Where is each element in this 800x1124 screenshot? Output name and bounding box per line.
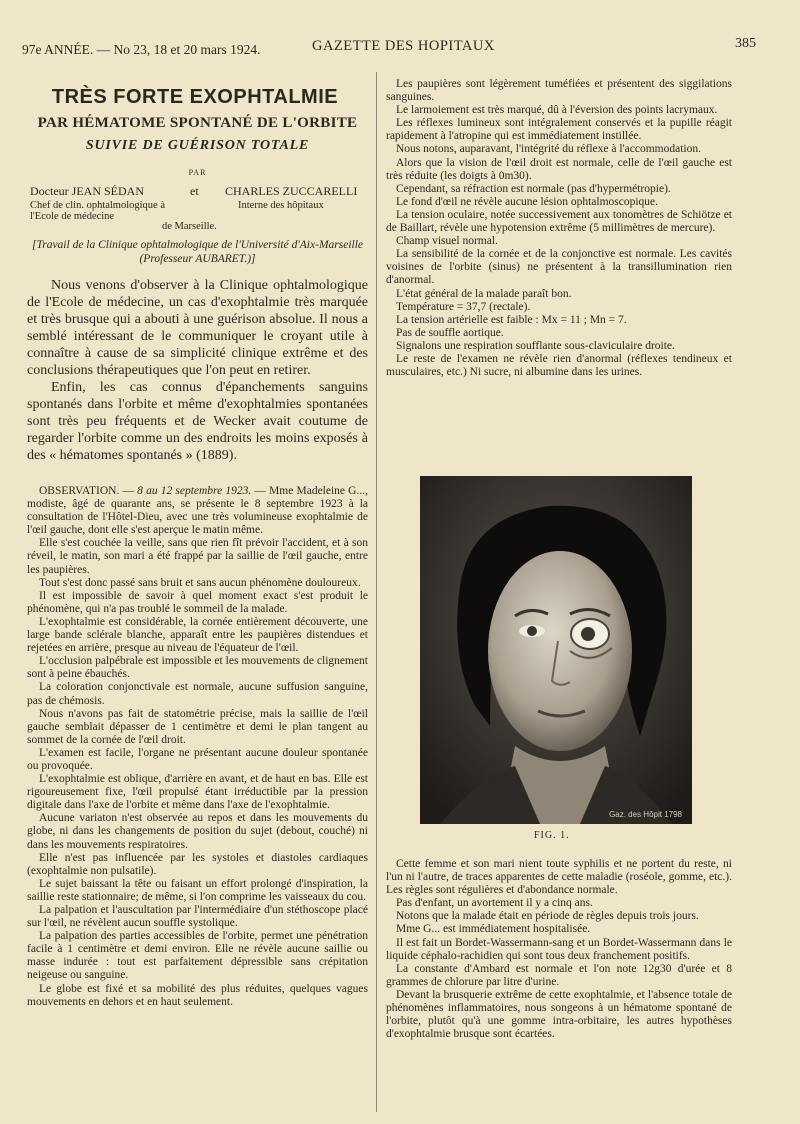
history-text [386,858,732,1041]
exam-paragraph: Champ visuel normal. [396,235,498,248]
exam-text [386,78,732,379]
author-conjunction: et [190,184,199,198]
observation-text [27,485,368,1009]
page-number: 385 [735,36,756,51]
journal-title: GAZETTE DES HOPITAUX [312,38,495,54]
exam-paragraph: L'état général de la malade paraît bon. [396,287,572,300]
exam-paragraph: Le fond d'œil ne révèle aucune lésion ophtalmoscopique. [396,195,659,208]
patient-photograph [420,476,692,824]
observation-paragraph: Il est impossible de savoir à quel moment exact s'est produit le phénomène, qui n'a pas troublé le sommeil de la malade. [27,589,368,615]
intro-text [27,277,368,464]
history-paragraph: La constante d'Ambard est normale et l'on note 12g30 d'urée et 8 grammes de chlorure par litre d'urine. [386,962,732,988]
exam-paragraph: Pas de souffle aortique. [396,326,504,339]
exam-paragraph: Nous notons, auparavant, l'intégrité du réflexe à l'accommodation. [396,143,701,156]
article-subtitle: PAR HÉMATOME SPONTANÉ DE L'ORBITE [37,115,358,131]
observation-paragraph: Le globe est fixé et sa mobilité des plus réduites, quelques vagues mouvements en dehors et en haut seulement. [27,982,368,1008]
figure-caption: FIG. 1. [534,830,570,841]
observation-paragraph: Elle s'est couchée la veille, sans que rien fît prévoir l'accident, et à son réveil, le matin, son mari a été frappé par la saillie de l'œil gauche, entre les paupières. [27,537,368,576]
exam-paragraph: Température = 37,7 (rectale). [396,300,531,313]
intro-paragraph: Enfin, les cas connus d'épanchements sanguins spontanés dans l'orbite et même d'exophtalmies spontanées sont très peu fréquents et de Wecker avait coutume de regarder l'orbite comme un des endroits les moins exposés à des « hématomes spontanés » (1889). [27,380,368,463]
observation-paragraph: La palpation et l'auscultation par l'intermédiaire d'un stéthoscope placé sur l'œil, ne révèlent aucun souffle systolique. [27,904,368,930]
article-subtitle-2: SUIVIE DE GUÉRISON TOTALE [85,138,310,153]
exam-paragraph: Le reste de l'examen ne révèle rien d'anormal (réflexes tendineux et musculaires, etc.) Ni sucre, ni albumine dans les urines. [386,352,732,379]
observation-paragraph: L'examen est facile, l'organe ne présentant aucune douleur spontanée ou provoquée. [27,746,368,772]
observation-paragraph: La coloration conjonctivale est normale, aucune suffusion sanguine, pas de chémosis. [27,681,368,707]
observation-paragraph: L'exophtalmie est considérable, la cornée entièrement découverte, une large bande sclérale blanche, apparaît entre les paupières distendues et rejetées en arrière, presque au niveau de l'équateur de l'œil. [27,615,368,655]
observation-paragraph: La palpation des parties accessibles de l'orbite, permet une pénétration facile à 1 centimètre et demi environ. Elle ne révèle aucune saillie ou masse indurée : tout est parfaitement dépressible sans crépitation neigeuse ou sanguine. [27,930,368,982]
exam-paragraph: Signalons une respiration soufflante sous-claviculaire droite. [396,339,675,352]
history-paragraph: Cette femme et son mari nient toute syphilis et ne portent du reste, ni l'un ni l'autre, de traces apparentes de cette maladie (roséole, gomme, etc.). Les règles sont régulières et d'abondance normale. [386,858,732,897]
author-2: CHARLES ZUCCARELLI [225,184,358,198]
intro-paragraph: Nous venons d'observer à la Clinique ophtalmologique de l'Ecole de médecine, un cas d'exophtalmie très marquée et très brusque qui a abouti à une guérison absolue. Il nous a semblé intéressant de le communiquer le croyant utile à connaître à cause de sa simplicité clinique extrême et des conclusions thérapeutiques que l'on peut en retirer. [27,278,368,378]
column-divider [376,72,377,1112]
observation-label: OBSERVATION. [39,485,120,497]
observation-paragraph: Elle n'est pas influencée par les systoles et diastoles cardiaques (exophtalmie non pulsatile). [27,851,368,877]
exam-paragraph: Alors que la vision de l'œil droit est normale, celle de l'œil gauche est très réduite (les doigts à 0m30). [386,156,732,182]
observation-paragraph: L'occlusion palpébrale est impossible et les mouvements de clignement sont à peine ébauchés. [27,655,368,681]
author-1-affiliation: Chef de clin. ophtalmologique à l'Ecole de médecine [30,200,166,222]
exam-paragraph: La sensibilité de la cornée et de la conjonctive est normale. Les cavités voisines de l'orbite (sinus) ne présentent à la transillumination rien d'anormal. [386,248,732,287]
portrait-illustration [420,476,692,824]
exam-paragraph: Le larmoiement est très marqué, dû à l'éversion des points lacrymaux. [396,104,718,117]
history-paragraph: Pas d'enfant, un avortement il y a cinq ans. [396,897,593,910]
author-1: Docteur JEAN SÉDAN [30,184,144,198]
exam-paragraph: Les paupières sont légèrement tuméfiées et présentent des siggilations sanguines. [386,78,732,104]
article-title: TRÈS FORTE EXOPHTALMIE [51,86,339,108]
author-2-affiliation: Interne des hôpitaux [238,200,324,211]
observation-date: 8 au 12 septembre 1923. [137,485,252,497]
history-paragraph: Il est fait un Bordet-Wassermann-sang et un Bordet-Wassermann dans le liquide céphalo-rachidien qui sont tous deux franchement positifs. [386,936,732,962]
page-header [22,38,760,58]
observation-paragraph: Aucune variaton n'est observée au repos et dans les mouvements du globe, ni dans les changements de position du sujet (debout, couché) ni dans les mouvements respiratoires. [27,812,368,851]
exam-paragraph: La tension oculaire, notée successivement aux tonomètres de Schiötze et de Baillart, révèle une hypotension extrême (5 millimètres de mercure). [386,208,732,235]
figure-credit: Gaz. des Hôpit 1798 [609,810,682,819]
issue-info: 97e ANNÉE. — No 23, 18 et 20 mars 1924. [22,42,261,57]
exam-paragraph: Cependant, sa réfraction est normale (pas d'hypermétropie). [396,182,671,195]
history-paragraph: Mme G... est immédiatement hospitalisée. [396,923,591,936]
observation-paragraph: L'exophtalmie est oblique, d'arrière en avant, et de haut en bas. Elle est rigoureusement fixe, l'œil propulsé étant irréductible par la pression digitale dans l'axe de l'orbite et même dans l'axe de l'exophtalmie. [27,773,368,812]
institution-note: [Travail de la Clinique ophtalmologique de l'Université d'Aix-Marseille (Professeur AUBARET.)] [31,239,364,265]
exam-paragraph: La tension artérielle est faible : Mx = 11 ; Mn = 7. [396,313,627,326]
exam-paragraph: Les réflexes lumineux sont intégralement conservés et la pupille réagit rapidement à l'atropine qui est immédiatement instillée. [386,117,732,143]
history-paragraph: Devant la brusquerie extrême de cette exophtalmie, et l'absence totale de phénomènes inflammatoires, nous songeons à un hématome spontané de l'orbite, plutôt qu'à une gomme intra-orbitaire, les autres hypothèses d'exophtalmie brusque sont écartées. [386,988,732,1041]
history-paragraph: Notons que la malade était en période de règles depuis trois jours. [396,910,699,923]
observation-lead: — Mme Madeleine G..., modiste, âgé de quarante ans, se présente le 8 septembre 1923 à la consultation de l'Hôtel-Dieu, avec une très volumineuse exophtalmie de l'œil gauche, dont elle s'est aperçue le matin même. [27,485,368,537]
observation-paragraph: Tout s'est donc passé sans bruit et sans aucun phénomène douloureux. [39,576,361,589]
observation-paragraph: OBSERVATION. — 8 au 12 septembre 1923. — Mme Madeleine G..., modiste, âgé de quarante ans, se présente le 8 septembre 1923 à la consultation de l'Hôtel-Dieu, avec une très volumineuse exophtalmie de l'œil gauche, dont elle s'est aperçue le matin même. [27,485,368,537]
observation-paragraph: Nous n'avons pas fait de statométrie précise, mais la saillie de l'œil gauche semblait dépasser de 1 centimètre et demi le plan tangent au sommet de la cornée de l'œil droit. [27,707,368,746]
by-label: PAR [188,168,207,177]
affiliation-city: de Marseille. [162,221,217,232]
observation-paragraph: Le sujet baissant la tête ou faisant un effort prolongé d'inspiration, la saillie reste stationnaire; de même, si l'on comprime les vaisseaux du cou. [27,877,368,903]
